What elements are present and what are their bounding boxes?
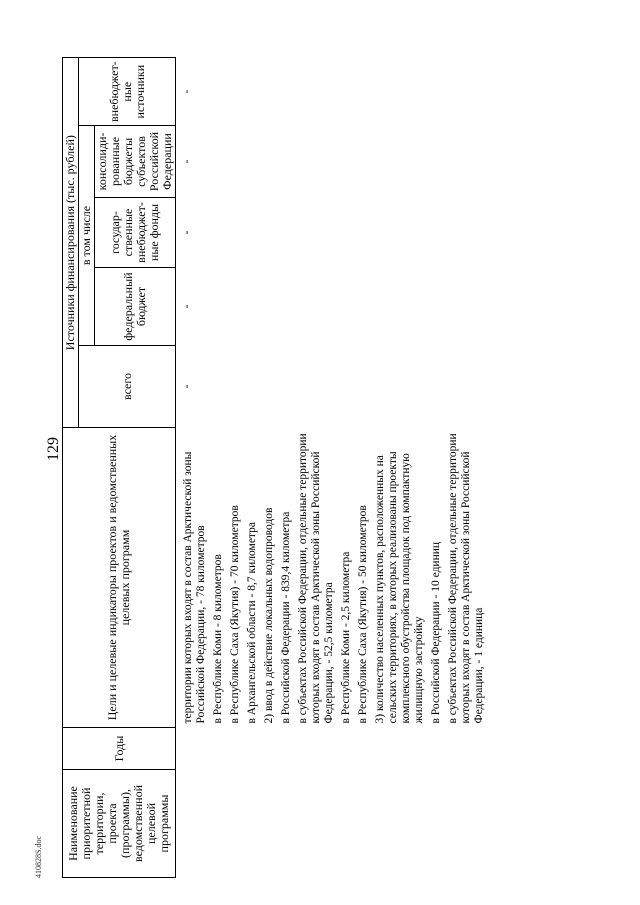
header-regional: консолиди-рованные бюджеты субъектов Российской Федерации [95, 126, 176, 198]
goal-line: в субъектах Российской Федерации, отдельные территории которых входят в состав Арктической зоны Российской Федерации, - 1 единица [447, 433, 485, 724]
goal-line: в Российской Федерации - 10 единиц [430, 541, 442, 724]
state-funds-value: - [179, 230, 193, 235]
goal-line: в Республике Саха (Якутия) - 70 километров [229, 505, 241, 724]
rotated-table-container [62, 33, 622, 878]
goals-cell [176, 428, 497, 728]
years-cell [176, 728, 497, 770]
header-goals: Цели и целевые индикаторы проектов и ведомственных целевых программ [63, 428, 176, 728]
header-offbudget: внебюджет-ные источники [79, 58, 176, 126]
financing-table [62, 57, 496, 878]
header-state-funds: государ-ственные внебюджет-ные фонды [95, 198, 176, 268]
goal-line: в Республике Саха (Якутия) - 50 километров [357, 505, 369, 724]
table-row [176, 58, 497, 878]
total-value: - [179, 384, 193, 389]
header-years: Годы [63, 728, 176, 770]
document-id: 410828S.doc [34, 836, 43, 878]
goal-line: в Архангельской области - 8,7 километра [246, 522, 258, 724]
goal-line: в субъектах Российской Федерации, отдельные территории которых входят в состав Арктической зоны Российской Федерации, - 52,5 километра [297, 433, 335, 724]
header-sources: Источники финансирования (тыс. рублей) [63, 58, 79, 428]
header-total: всего [79, 346, 176, 428]
goal-line: 2) ввод в действие локальных водопроводов [263, 507, 275, 724]
goal-line: в Республике Коми - 8 километров [212, 554, 224, 724]
regional-value: - [179, 159, 193, 164]
page-number: 129 [45, 437, 62, 461]
federal-value: - [179, 304, 193, 309]
goal-line: в Республике Коми - 2,5 километра [340, 551, 352, 724]
name-cell [176, 770, 497, 878]
header-including: в том числе [79, 126, 95, 346]
header-federal: федеральный бюджет [95, 268, 176, 346]
goal-line: в Российской Федерации - 839,4 километра [280, 511, 292, 724]
header-name: Наименование приоритетной территории, проекта (программы), ведомственной целевой программы [63, 770, 176, 878]
goal-line: 3) количество населенных пунктов, расположенных на сельских территориях, в которых реализованы проекты комплексного обустройства площадок под компактную жилищную застройку [374, 451, 425, 724]
goal-line: территории которых входят в состав Арктической зоны Российской Федерации, - 78 километров [182, 451, 207, 724]
offbudget-value: - [179, 89, 193, 94]
